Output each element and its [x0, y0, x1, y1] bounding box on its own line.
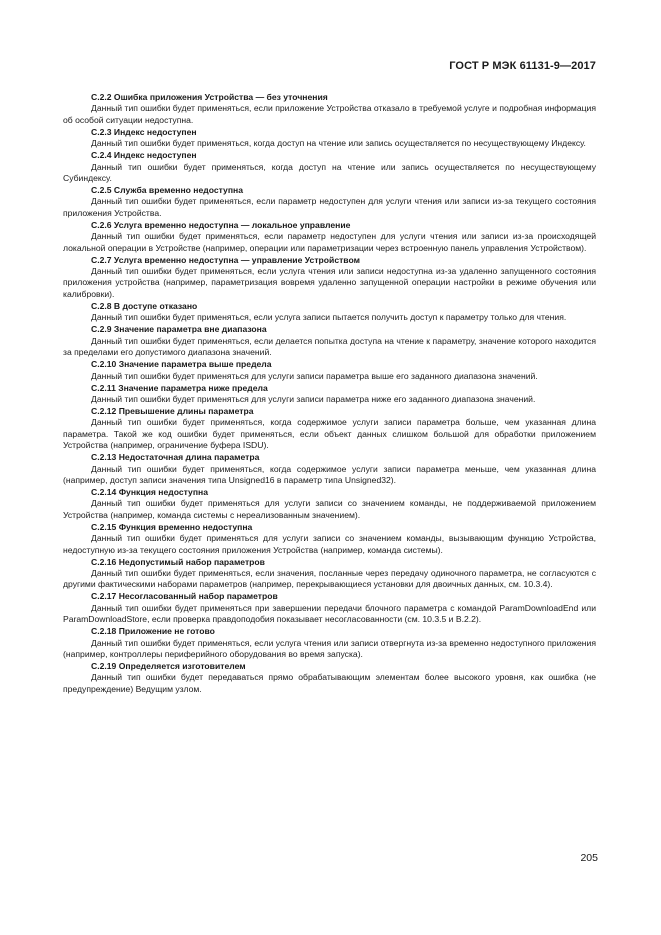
section-title: С.2.2 Ошибка приложения Устройства — без уточнения: [91, 92, 328, 102]
document-body: [63, 92, 596, 696]
section-title: С.2.12 Превышение длины параметра: [91, 405, 254, 416]
section: [63, 127, 596, 150]
section-paragraph: Данный тип ошибки будет применяться, если параметр недоступен для услуги чтения или записи из-за происходящей локальной операции в Устройстве (например, операции или параметризации через встроенную панель управления Устройством).: [63, 231, 596, 253]
section: [63, 220, 596, 254]
section-title: С.2.11 Значение параметра ниже предела: [91, 382, 268, 393]
section-paragraph: Данный тип ошибки будет применяться для услуги записи параметра ниже его заданного диапазона значений.: [91, 393, 536, 404]
section: [63, 92, 596, 126]
section: [63, 324, 596, 358]
section: [63, 661, 596, 695]
section: [63, 406, 596, 452]
section: [63, 487, 596, 521]
section: [63, 522, 596, 556]
section-paragraph: Данный тип ошибки будет передаваться прямо обрабатывающим элементам более высокого уровня, как ошибка (не предупреждение) Ведущим узлом.: [63, 672, 596, 694]
section-title: С.2.3 Индекс недоступен: [91, 126, 197, 137]
section: [63, 150, 596, 184]
section-title: С.2.19 Определяется изготовителем: [91, 661, 246, 671]
section-paragraph: Данный тип ошибки будет применяться для услуги записи со значением команды, не поддерживаемой приложением Устройства (например, команда системы с нереализованным значением).: [63, 498, 596, 520]
section-title: С.2.16 Недопустимый набор параметров: [91, 556, 265, 567]
section-paragraph: Данный тип ошибки будет применяться для услуги записи со значением команды, вызывающим функцию Устройства, недоступную из-за текущего состояния приложения Устройства (например, команда системы).: [63, 533, 596, 555]
section: [63, 383, 596, 406]
section-paragraph: Данный тип ошибки будет применяться при завершении передачи блочного параметра с командой ParamDownloadEnd или ParamDownloadStore, если проверка правдоподобия показывает несогласованности (см. 10.3.5 и В.2.2).: [63, 602, 596, 625]
section-title: С.2.9 Значение параметра вне диапазона: [91, 324, 267, 335]
section: [63, 359, 596, 382]
section-paragraph: Данный тип ошибки будет применяться, если приложение Устройства отказало в требуемой услуге и подробная информация об особой ситуации недоступна.: [63, 103, 596, 125]
section-title: С.2.4 Индекс недоступен: [91, 150, 197, 161]
section: [63, 557, 596, 591]
document-header-id: ГОСТ Р МЭК 61131-9—2017: [449, 60, 596, 72]
section: [63, 255, 596, 301]
section-title: С.2.17 Несогласованный набор параметров: [91, 591, 278, 602]
section-paragraph: Данный тип ошибки будет применяться для услуги записи параметра выше его заданного диапазона значений.: [91, 370, 538, 381]
section-title: С.2.10 Значение параметра выше предела: [91, 359, 272, 370]
section-title: С.2.5 Служба временно недоступна: [91, 185, 243, 196]
section-paragraph: Данный тип ошибки будет применяться, когда содержимое услуги записи параметра меньше, чем указанная длина (например, доступ записи значения типа Unsigned16 в параметр типа Unsigned32).: [63, 463, 596, 485]
section-paragraph: Данный тип ошибки будет применяться, если делается попытка доступа на чтение к параметру, значение которого находится за пределами его допустимого диапазона значений.: [63, 335, 596, 358]
section-title: С.2.14 Функция недоступна: [91, 486, 208, 497]
section-paragraph: Данный тип ошибки будет применяться, если услуга чтения или записи недоступна из-за удаленно запущенного состояния приложения устройства (например, параметризация вовремя удаленно запущенной операции настройки в режиме обучения или калибровки).: [63, 266, 596, 299]
page-number: 205: [580, 852, 598, 864]
section: [63, 301, 596, 324]
section-paragraph: Данный тип ошибки будет применяться, если значения, посланные через передачу одиночного параметра, не согласуются с другими фактическими наборами параметров (например, перекрывающиеся установки для двоичных данных, см. 10.3.4).: [63, 567, 596, 590]
section-paragraph: Данный тип ошибки будет применяться, когда доступ на чтение или запись осуществляется по несуществующему Индексу.: [91, 138, 586, 149]
section: [63, 626, 596, 660]
section-paragraph: Данный тип ошибки будет применяться, если параметр недоступен для услуги чтения или записи из-за текущего состояния приложения Устройства.: [63, 196, 596, 218]
section-title: С.2.13 Недостаточная длина параметра: [91, 452, 260, 463]
section-paragraph: Данный тип ошибки будет применяться, если услуга записи пытается получить доступ к параметру только для чтения.: [91, 312, 567, 323]
section-title: С.2.8 В доступе отказано: [91, 300, 198, 311]
section-paragraph: Данный тип ошибки будет применяться, если услуга чтения или записи отвергнута из-за временно недоступного приложения (например, контроллеры периферийного оборудования во время запуска).: [63, 637, 596, 659]
section-title: С.2.6 Услуга временно недоступна — локальное управление: [91, 219, 351, 230]
section: [63, 452, 596, 486]
section: [63, 185, 596, 219]
section-paragraph: Данный тип ошибки будет применяться, когда доступ на чтение или запись осуществляется по несуществующему Субиндексу.: [63, 161, 596, 184]
section-paragraph: Данный тип ошибки будет применяться, когда содержимое услуги записи параметра больше, чем указанная длина параметра. Такой же код ошибки будет применяться, если объект данных слишком большой для обработки приложением Устройства (например, ограничение буфера ISDU).: [63, 417, 596, 451]
section-title: С.2.7 Услуга временно недоступна — управление Устройством: [91, 254, 360, 265]
section-title: С.2.15 Функция временно недоступна: [91, 521, 253, 532]
section: [63, 591, 596, 625]
section-title: С.2.18 Приложение не готово: [91, 626, 215, 637]
